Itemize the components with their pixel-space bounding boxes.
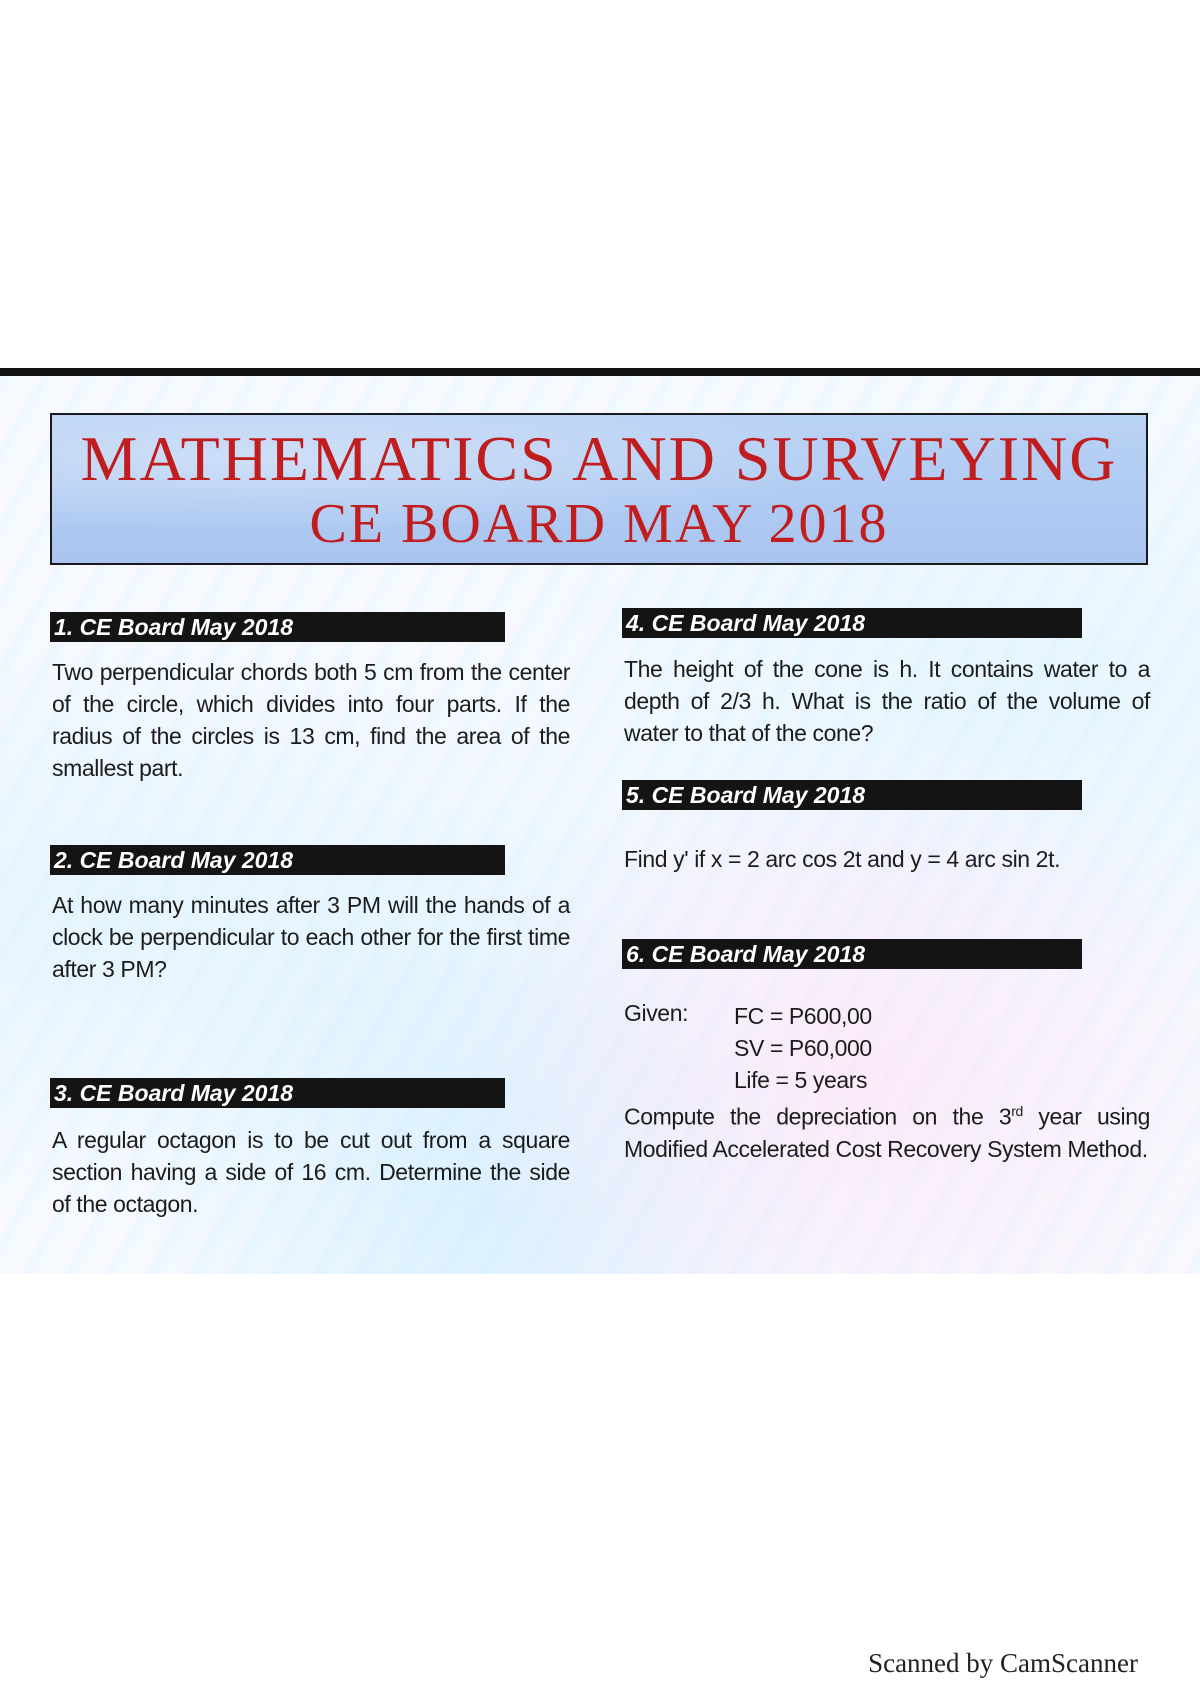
given-sv: SV = P60,000	[734, 1035, 872, 1061]
given-life: Life = 5 years	[734, 1067, 868, 1093]
problem-5-header: 5. CE Board May 2018	[622, 780, 1082, 810]
problem-3-text: A regular octagon is to be cut out from a square section having a side of 16 cm. Determine the side of the octagon.	[52, 1127, 570, 1217]
problem-4-header: 4. CE Board May 2018	[622, 608, 1082, 638]
title-line-2: CE BOARD MAY 2018	[309, 493, 889, 555]
problem-6-text-end: year using Modified Accelerated Cost Recovery System Method.	[624, 1103, 1150, 1162]
problem-6-text-start: Compute the depreciation on the 3	[624, 1103, 1012, 1130]
problem-2-text: At how many minutes after 3 PM will the hands of a clock be perpendicular to each other for the first time after 3 PM?	[52, 892, 570, 982]
problem-4-text: The height of the cone is h. It contains water to a depth of 2/3 h. What is the ratio of the volume of water to that of the cone?	[624, 656, 1150, 746]
given-fc: FC = P600,00	[734, 1003, 872, 1029]
problem-6-text	[624, 1095, 1150, 1165]
ordinal-suffix: rd	[1011, 1103, 1023, 1119]
scanner-watermark: Scanned by CamScanner	[868, 1648, 1138, 1678]
title-banner	[50, 413, 1148, 565]
problem-1-text: Two perpendicular chords both 5 cm from the center of the circle, which divides into four parts. If the radius of the circles is 13 cm, find the area of the smallest part.	[52, 659, 570, 781]
problem-6-header: 6. CE Board May 2018	[622, 939, 1082, 969]
given-values	[734, 1000, 872, 1096]
problem-2-header: 2. CE Board May 2018	[50, 845, 505, 875]
title-line-1: MATHEMATICS AND SURVEYING	[80, 423, 1118, 494]
given-label: Given:	[624, 1000, 689, 1026]
page-top-border	[0, 368, 1200, 376]
problem-3-header: 3. CE Board May 2018	[50, 1078, 505, 1108]
problem-1-header: 1. CE Board May 2018	[50, 612, 505, 642]
problem-5-text: Find y' if x = 2 arc cos 2t and y = 4 arc sin 2t.	[624, 846, 1061, 872]
